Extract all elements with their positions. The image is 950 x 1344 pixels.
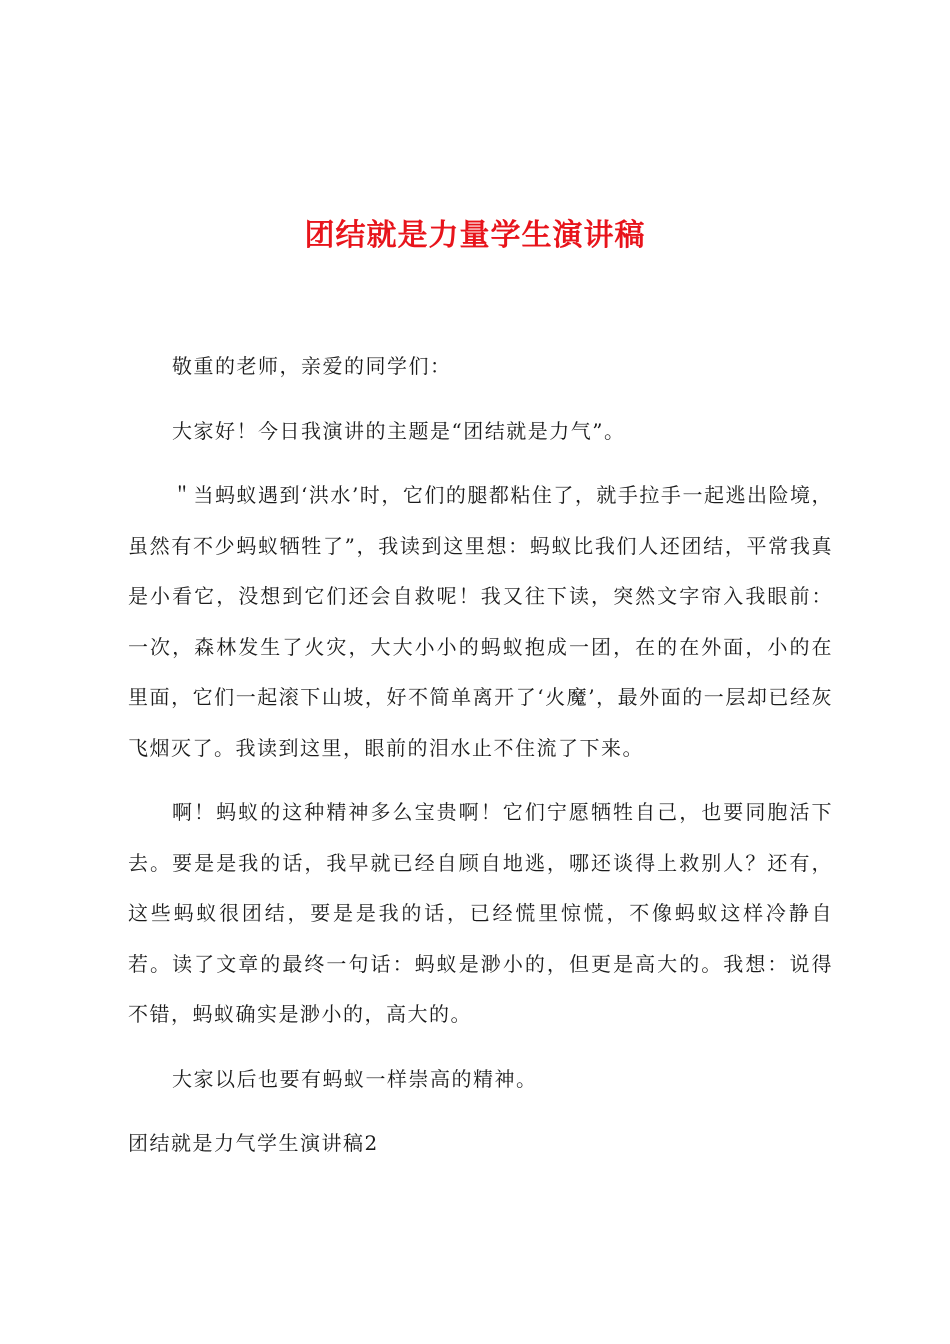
paragraph-reflection: 啊！蚂蚁的这种精神多么宝贵啊！它们宁愿牺牲自己，也要同胞活下去。要是是我的话，我早就已经自顾自地逃，哪还谈得上救别人？还有，这些蚂蚁很团结，要是是我的话，已经慌里惊慌，不像蚂蚁这样冷静自若。读了文章的最终一句话：蚂蚁是渺小的，但更是高大的。我想：说得不错，蚂蚁确实是渺小的，高大的。	[128, 800, 833, 1026]
paragraph-greeting: 大家好！今日我演讲的主题是“团结就是力气”。	[172, 418, 626, 443]
next-section-heading: 团结就是力气学生演讲稿2	[128, 1131, 379, 1155]
paragraph-story: ＂当蚂蚁遇到‘洪水’时，它们的腿都粘住了，就手拉手一起逃出险境，虽然有不少蚂蚁牺牲了”，我读到这里想：蚂蚁比我们人还团结，平常我真是小看它，没想到它们还会自救呢！我又往下读，突然文字帘入我眼前：一次，森林发生了火灾，大大小小的蚂蚁抱成一团，在的在外面，小的在里面，它们一起滚下山坡，好不简单离开了‘火魔’，最外面的一层却已经灰飞烟灭了。我读到这里，眼前的泪水止不住流了下来。	[128, 483, 833, 760]
document-title: 团结就是力量学生演讲稿	[304, 218, 646, 253]
paragraph-salutation: 敬重的老师，亲爱的同学们：	[172, 354, 452, 378]
document-body	[128, 341, 833, 1183]
paragraph-closing: 大家以后也要有蚂蚁一样崇高的精神。	[172, 1066, 538, 1091]
